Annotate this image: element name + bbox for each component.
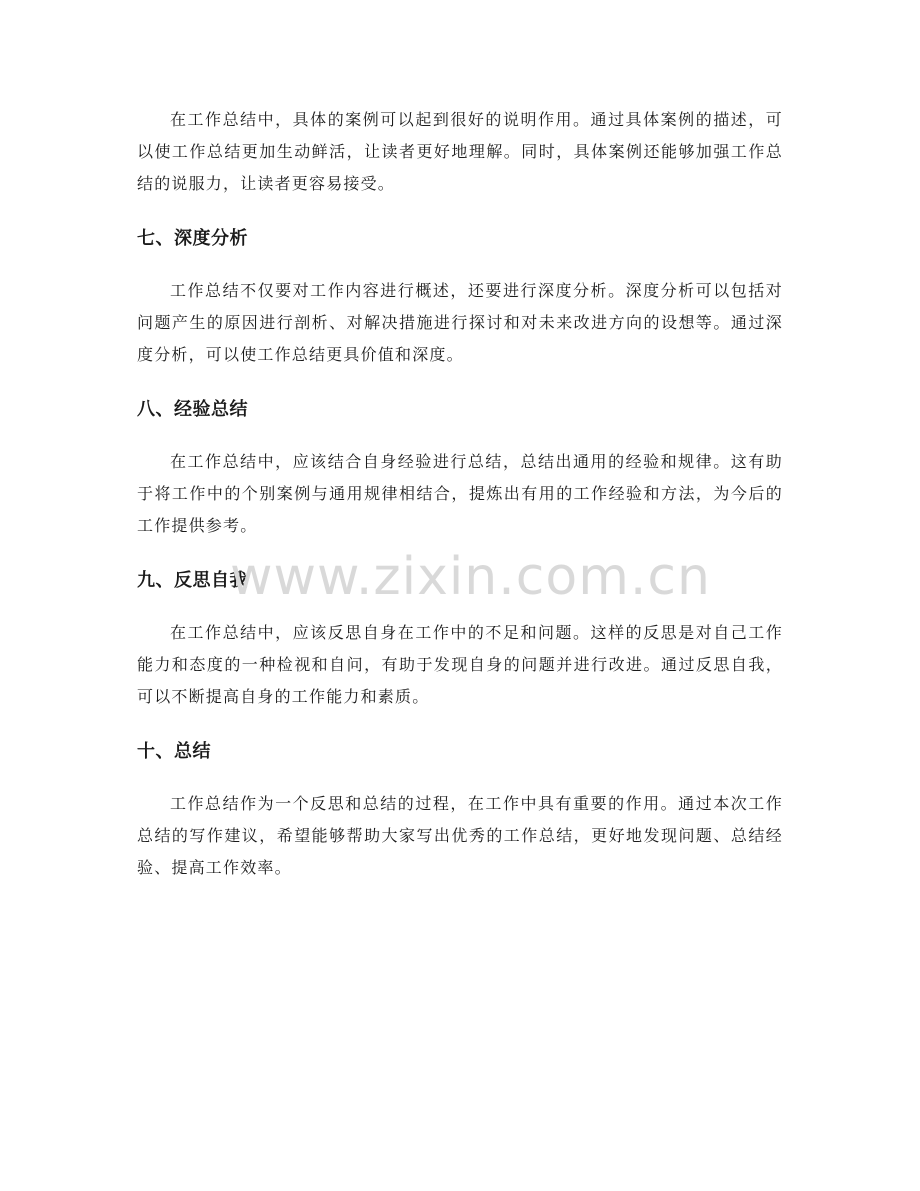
watermark-text: www.zixin.com.cn <box>230 547 711 607</box>
heading-experience-summary: 八、经验总结 <box>137 399 248 420</box>
heading-self-reflection: 九、反思自我 <box>137 570 248 591</box>
paragraph-case-examples: 在工作总结中，具体的案例可以起到很好的说明作用。通过具体案例的描述，可以使工作总结更加生动鲜活，让读者更好地理解。同时，具体案例还能够加强工作总结的说服力，让读者更容易接受。 <box>137 110 783 193</box>
document-body <box>137 104 783 884</box>
heading-depth-analysis: 七、深度分析 <box>137 228 248 249</box>
paragraph-depth-analysis: 工作总结不仅要对工作内容进行概述，还要进行深度分析。深度分析可以包括对问题产生的原因进行剖析、对解决措施进行探讨和对未来改进方向的设想等。通过深度分析，可以使工作总结更具价值和深度。 <box>137 281 783 364</box>
paragraph-self-reflection: 在工作总结中，应该反思自身在工作中的不足和问题。这样的反思是对自己工作能力和态度的一种检视和自问，有助于发现自身的问题并进行改进。通过反思自我，可以不断提高自身的工作能力和素质。 <box>137 623 783 706</box>
heading-conclusion: 十、总结 <box>137 741 211 762</box>
paragraph-experience-summary: 在工作总结中，应该结合自身经验进行总结，总结出通用的经验和规律。这有助于将工作中的个别案例与通用规律相结合，提炼出有用的工作经验和方法，为今后的工作提供参考。 <box>137 452 783 535</box>
paragraph-conclusion: 工作总结作为一个反思和总结的过程，在工作中具有重要的作用。通过本次工作总结的写作建议，希望能够帮助大家写出优秀的工作总结，更好地发现问题、总结经验、提高工作效率。 <box>137 794 783 877</box>
